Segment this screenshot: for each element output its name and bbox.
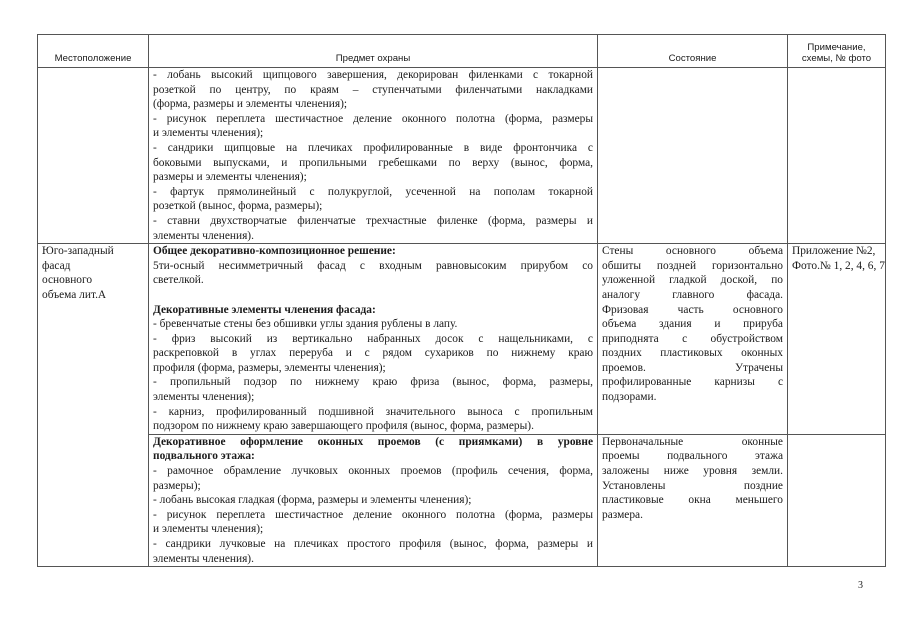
text-line: размеры); — [153, 479, 201, 492]
text-line: - бревенчатые стены без обшивки углы здания рублены в лапу. — [153, 318, 458, 331]
text-line: пластиковые окна меньшего — [602, 494, 783, 507]
section-heading: Декоративные элементы членения фасада: — [153, 303, 376, 316]
text-line: - рисунок переплета шестичастное деление оконного полотна (форма, размеры — [153, 112, 593, 125]
text-line: - карниз, профилированный подшивной значительного выноса с пропильным — [153, 405, 593, 418]
text-line: розеткой (вынос, форма, размеры); — [153, 200, 323, 213]
text-line: поздних пластиковых оконных — [602, 347, 783, 360]
spacer — [153, 288, 593, 303]
text-line: заложены ниже уровня земли. — [602, 465, 783, 478]
text-line: и элементы членения); — [153, 127, 264, 140]
text-line: уложенной гладкой доской, по — [602, 274, 783, 287]
text-line: проемов. Утрачены — [602, 361, 783, 374]
table-row — [38, 244, 886, 435]
text-line: элементы членения). — [153, 229, 254, 242]
text-line: размеры и элементы членения); — [153, 171, 307, 184]
section-heading: подвального этажа: — [153, 450, 255, 463]
subject-cell — [149, 244, 598, 435]
location-line: объема лит.А — [42, 288, 107, 301]
location-cell — [38, 68, 149, 244]
text-line: приподнята с обустройством — [602, 332, 783, 345]
text-line: 5ти-осный несимметричный фасад с входным равновысоким прирубом со — [153, 259, 593, 272]
text-line: Установлены поздние — [602, 479, 783, 492]
note-cell — [788, 434, 886, 566]
text-line: - лобань высокая гладкая (форма, размеры и элементы членения); — [153, 494, 472, 507]
text-line: профилированные карнизы с — [602, 376, 783, 389]
section-heading: Декоративное оформление оконных проемов (с приямками) в уровне — [153, 435, 593, 448]
header-note: Примечание, схемы, № фото — [788, 35, 886, 68]
location-line: фасад — [42, 259, 71, 272]
text-line: и элементы членения); — [153, 523, 264, 536]
text-line: подзором по нижнему краю завершающего профиля (вынос, форма, размеры). — [153, 420, 534, 433]
text-line: - пропильный подзор по нижнему краю фриза (вынос, форма, размеры, — [153, 376, 593, 389]
text-line: Первоначальные оконные — [602, 435, 783, 448]
text-line: (форма, размеры и элементы членения); — [153, 98, 348, 111]
location-line: Юго-западный — [42, 245, 114, 258]
text-line: элементы членения); — [153, 391, 255, 404]
subject-cell — [149, 434, 598, 566]
text-line: - фартук прямолинейный с полукруглой, усеченной на пополам токарной — [153, 185, 593, 198]
subject-cell — [149, 68, 598, 244]
note-cell — [788, 244, 886, 435]
text-line: Стены основного объема — [602, 245, 783, 258]
text-line: - ставни двухстворчатые филенчатые трехчастные филенке (форма, размеры и — [153, 214, 593, 227]
text-line: - фриз высокий из вертикально набранных досок с нащельниками, с — [153, 332, 593, 345]
text-line: - рисунок переплета шестичастное деление оконного полотна (форма, размеры — [153, 508, 593, 521]
page-number: 3 — [858, 580, 863, 591]
text-line: - лобань высокий щипцового завершения, декорирован филенками с токарной — [153, 69, 593, 81]
text-line: - рамочное обрамление лучковых оконных проемов (профиль сечения, форма, — [153, 465, 593, 478]
text-line: размера. — [602, 508, 643, 521]
location-line: основного — [42, 274, 93, 287]
text-line: объема здания и прируба — [602, 318, 783, 331]
condition-cell — [598, 68, 788, 244]
text-line: розеткой по центру, по краям – ступенчатыми филенчатыми накладками — [153, 83, 593, 96]
table-row — [38, 434, 886, 566]
text-line: элементы членения). — [153, 552, 254, 565]
text-line: Фризовая часть основного — [602, 303, 783, 316]
text-line: раскреповкой в углах переруба и с рядом сухариков по нижнему краю — [153, 347, 593, 360]
header-subject: Предмет охраны — [149, 35, 598, 68]
text-line: аналогу главного фасада. — [602, 288, 783, 301]
text-line: светелкой. — [153, 274, 204, 287]
text-line: профиля (форма, размеры, элементы членения); — [153, 361, 386, 374]
text-line: Фото.№ 1, 2, 4, 6, 7 — [792, 259, 885, 272]
table-row — [38, 68, 886, 244]
section-heading: Общее декоративно-композиционное решение: — [153, 245, 396, 258]
text-line: проемы подвального этажа — [602, 450, 783, 463]
text-line: обшиты поздней горизонтально — [602, 259, 783, 272]
protection-subject-table — [37, 34, 886, 567]
header-location: Местоположение — [38, 35, 149, 68]
text-line: подзорами. — [602, 391, 657, 404]
condition-cell — [598, 434, 788, 566]
text-line: - сандрики щипцовые на плечиках профилированные в виде фронтончика с — [153, 141, 593, 154]
location-cell — [38, 244, 149, 567]
condition-cell — [598, 244, 788, 435]
text-line: - сандрики лучковые на плечиках простого профиля (вынос, форма, размеры и — [153, 538, 593, 550]
header-condition: Состояние — [598, 35, 788, 68]
table-header-row — [38, 35, 886, 68]
text-line: боковыми выпусками, и пропильными гребешками по верху (вынос, форма, — [153, 156, 593, 169]
text-line: Приложение №2, — [792, 245, 876, 258]
note-cell — [788, 68, 886, 244]
